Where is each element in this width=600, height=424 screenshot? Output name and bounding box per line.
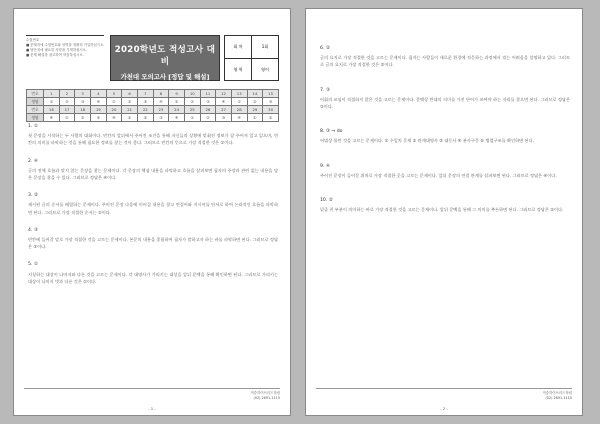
answer-cell: ② — [75, 114, 91, 122]
explanation-text: 지칭하는 대상이 나머지와 다른 것을 고르는 문제이다. 각 대명사가 가리키는 대상을 앞뒤 문맥을 통해 확인하면 된다. 그러므로 가리키는 대상이 나머지 넷과 다른 것은 ①이다. — [28, 271, 278, 284]
answer-cell: ③ — [216, 114, 232, 122]
right-question-list — [320, 45, 570, 231]
question-number: 6. ② — [320, 46, 330, 51]
answer-cell: 30 — [263, 106, 279, 114]
answer-cell: 15 — [263, 90, 279, 98]
answer-cell: 5 — [106, 90, 122, 98]
answer-cell: 18 — [75, 106, 91, 114]
header-note: 수험번호 — [26, 38, 40, 42]
left-question-list — [28, 123, 278, 296]
question-number: 3. ② — [28, 193, 38, 199]
answer-cell: 12 — [216, 90, 232, 98]
answer-cell: 11 — [200, 90, 216, 98]
answer-cell: ④ — [44, 114, 60, 122]
answer-cell: ③ — [153, 114, 169, 122]
answer-cell: ② — [200, 114, 216, 122]
explanation-text: 첫 문장을 시작하는 두 사람의 대화이다. 빈칸의 앞뒤에서 주어진 조건을 통해 자신들의 상황에 맞춰진 정보가 잘 주어져 있고 있으며, 빈칸의 의미를 파악하는 것을 통해 필요한 정보를 찾는 것이 좋다. 그러므로 빈칸의 뜻으로 가장 적절한 것은 ①이다. — [28, 133, 278, 146]
answer-cell: 19 — [90, 106, 106, 114]
answer-cell: 13 — [231, 90, 247, 98]
answer-cell: 17 — [59, 106, 75, 114]
answer-cell: ② — [184, 98, 200, 106]
answer-cell: ① — [59, 114, 75, 122]
question-number: 5. ① — [28, 262, 38, 268]
exam-info-box — [224, 35, 279, 81]
explanation-text: 제시된 글의 순서를 배열하는 문제이다. 주어진 문장 다음에 이어질 내용을 찾고 연결어와 지시어를 단서로 하여 논리적인 흐름을 파악하면 된다. 그러므로 가장 적절한 순서는 ②이다. — [28, 202, 278, 215]
exam-title-box — [110, 35, 220, 81]
question-number: 1. ① — [28, 124, 38, 129]
question-explanation — [320, 87, 570, 111]
answer-cell: ① — [106, 98, 122, 106]
answer-row — [27, 98, 279, 106]
answer-cell: 9 — [169, 90, 185, 98]
page-1 — [13, 8, 291, 416]
answer-cell: ② — [247, 98, 263, 106]
page-2 — [305, 8, 583, 416]
answer-cell: ③ — [90, 114, 106, 122]
explanation-text: 어휘의 쓰임이 적절하지 않은 것을 고르는 문제이다. 문맥상 반대의 의미를 가진 단어가 쓰여야 하는 자리를 찾으면 된다. 그러므로 정답은 ③이다. — [320, 96, 570, 110]
answer-row — [27, 114, 279, 122]
explanation-text: 빈칸에 들어갈 말로 가장 적절한 것을 고르는 문제이다. 본문의 내용을 종합하여 필자가 말하고자 하는 바를 파악하면 된다. 그러므로 정답은 ③이다. — [28, 237, 278, 250]
header-note: ■ 문제 해설을 참고하여 학습하십시오. — [26, 53, 84, 57]
question-explanation — [320, 163, 570, 179]
question-number: 9. ④ — [320, 163, 330, 169]
page-number: - 2 - — [440, 406, 448, 411]
publisher-name: 적중하이브리드학원 — [542, 391, 572, 395]
header-notes — [26, 35, 104, 84]
answer-cell: ③ — [263, 98, 279, 106]
answer-cell: ② — [59, 98, 75, 106]
answer-cell: ④ — [169, 114, 185, 122]
answer-cell: ③ — [75, 98, 91, 106]
answer-cell: ② — [263, 114, 279, 122]
answer-cell: 20 — [106, 106, 122, 114]
question-explanation — [28, 227, 278, 251]
explanation-text: 어법상 틀린 것을 고르는 문제이다. ① 수일치 문제 ② 관계대명사 ③ 대동사 ④ 분사구문 ⑤ 병렬구조를 확인하면 된다. — [320, 138, 534, 144]
answer-cell: ① — [184, 114, 200, 122]
question-explanation — [28, 192, 278, 216]
explanation-text: 글의 전체 흐름과 맞지 않는 문장을 찾는 문제이다. 각 문장의 핵심 내용을 파악하고 흐름을 살펴보면 필자의 주장과 관련 없는 내용을 담은 문장을 찾을 수 있다. 그러므로 정답은 ④이다. — [28, 167, 278, 181]
answer-cell: ① — [169, 98, 185, 106]
question-number: 7. ③ — [320, 87, 330, 93]
header-note: ■ 답안지에 필요한 사항을 기재하십시오. — [26, 48, 87, 52]
answer-cell: ④ — [106, 114, 122, 122]
answer-cell: ④ — [231, 114, 247, 122]
explanation-text: 글의 요지로 가장 적절한 것을 고르는 문제이다. 필자는 사람들이 새로운 환경에 적응하는 과정에서 겪는 어려움을 설명하고 있다. 그러므로 글의 요지로 가장 적절한 것은 ②이다. — [320, 55, 570, 68]
question-explanation — [28, 158, 278, 182]
publisher-name: 적중하이브리드학원 — [250, 391, 280, 395]
answer-cell: 22 — [137, 106, 153, 114]
question-explanation — [28, 123, 278, 147]
question-number: 8. ③ → do — [320, 129, 343, 135]
answer-cell: ④ — [153, 98, 169, 106]
answer-row-label: 정답 — [27, 98, 44, 106]
answer-cell: 24 — [169, 106, 185, 114]
explanation-text: 주어진 문장이 들어갈 위치로 가장 적절한 곳을 고르는 문제이다. 앞뒤 문장의 연결 관계를 살펴보면 된다. 그러므로 정답은 ④이다. — [320, 172, 557, 178]
answer-cell: 28 — [231, 106, 247, 114]
info-label: 회 차 — [225, 36, 252, 58]
info-value: 영어 — [261, 67, 269, 72]
header-note: ■ 문제지에 수험번호와 성명을 정확히 기입하십시오. — [26, 43, 104, 47]
answer-cell: 10 — [184, 90, 200, 98]
answer-cell: ② — [137, 114, 153, 122]
publisher-phone: (02) 2691-1115 — [545, 396, 572, 400]
answer-row-label: 번호 — [27, 106, 44, 114]
question-number: 2. ④ — [28, 158, 38, 164]
answer-cell: ② — [122, 98, 138, 106]
answer-cell: ① — [247, 114, 263, 122]
explanation-text: 밑줄 친 부분이 의미하는 바로 가장 적절한 것을 고르는 문제이다. 앞뒤 문맥을 통해 그 의미를 추론하면 된다. 그러므로 정답은 ②이다. — [320, 207, 564, 213]
exam-subtitle: 가천대 모의고사 [정답 및 해설] — [120, 73, 210, 81]
answer-cell: 29 — [247, 106, 263, 114]
question-explanation — [320, 197, 570, 213]
publisher-phone: (02) 2691-1115 — [253, 396, 280, 400]
answer-cell: ③ — [137, 98, 153, 106]
answer-cell: 8 — [153, 90, 169, 98]
exam-header — [26, 35, 279, 83]
answer-cell: 1 — [44, 90, 60, 98]
answer-cell: 26 — [200, 106, 216, 114]
answer-cell: 25 — [184, 106, 200, 114]
answer-cell: ① — [231, 98, 247, 106]
answer-row — [27, 106, 279, 114]
question-explanation — [320, 128, 570, 144]
answer-cell: ④ — [216, 98, 232, 106]
answer-row — [27, 90, 279, 98]
answer-cell: 23 — [153, 106, 169, 114]
answer-cell: 16 — [44, 106, 60, 114]
info-label: 영 역 — [225, 59, 252, 81]
page-footer — [306, 391, 582, 411]
page-footer — [14, 391, 290, 411]
answer-cell: 14 — [247, 90, 263, 98]
question-number: 4. ③ — [28, 227, 38, 233]
answer-cell: ① — [44, 98, 60, 106]
answer-cell: ③ — [200, 98, 216, 106]
answer-cell: 6 — [122, 90, 138, 98]
answer-cell: ① — [122, 114, 138, 122]
question-explanation — [28, 261, 278, 285]
answer-cell: 21 — [122, 106, 138, 114]
answer-cell: 4 — [90, 90, 106, 98]
answer-cell: 27 — [216, 106, 232, 114]
answer-cell: 7 — [137, 90, 153, 98]
answer-row-label: 번호 — [27, 90, 44, 98]
exam-title: 2020학년도 적성고사 대비 — [114, 45, 216, 67]
answer-row-label: 정답 — [27, 114, 44, 122]
question-number: 10. ② — [320, 198, 333, 204]
question-explanation — [320, 45, 570, 69]
page-number: - 1 - — [148, 406, 156, 411]
answer-cell: 2 — [59, 90, 75, 98]
info-value: 1회 — [261, 44, 269, 49]
answer-cell: 3 — [75, 90, 91, 98]
answer-cell: ④ — [90, 98, 106, 106]
answer-table — [26, 89, 279, 122]
